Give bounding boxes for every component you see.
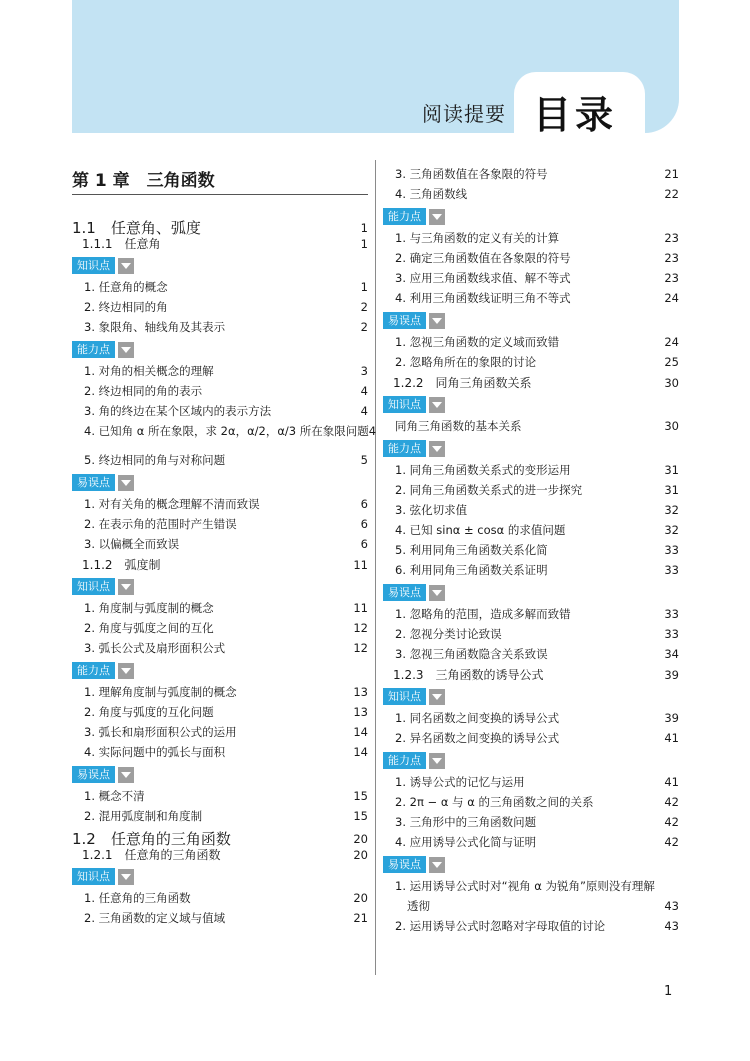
- chevron-down-icon: [429, 209, 445, 225]
- toc-entry-title: 同角三角函数的基本关系: [395, 419, 522, 433]
- chapter-rule: [72, 194, 368, 195]
- chevron-down-icon: [118, 342, 134, 358]
- toc-entry-page: 14: [353, 745, 368, 759]
- category-tag: [383, 752, 445, 769]
- toc-entry-title: 3. 象限角、轴线角及其表示: [84, 320, 226, 334]
- toc-entry-page: 6: [360, 537, 368, 551]
- toc-entry-title: 4. 已知 sinα ± cosα 的求值问题: [395, 523, 566, 537]
- toc-entry-page: 5: [360, 453, 368, 467]
- toc-entry-title: 2. 角度与弧度之间的互化: [84, 621, 214, 635]
- toc-entry-page: 11: [353, 557, 368, 572]
- toc-entry-title: 1.1.2 弧度制: [82, 558, 161, 572]
- toc-entry[interactable]: [72, 403, 368, 419]
- toc-entry-title: 5. 利用同角三角函数关系化简: [395, 543, 548, 557]
- toc-entry[interactable]: [383, 898, 679, 914]
- toc-entry-page: 41: [664, 731, 679, 745]
- chevron-down-icon: [429, 397, 445, 413]
- category-tag: [72, 662, 134, 679]
- toc-entry-title: 1. 任意角的三角函数: [84, 891, 191, 905]
- page-number: 1: [664, 984, 673, 999]
- toc-entry[interactable]: [72, 684, 368, 700]
- toc-entry[interactable]: [72, 383, 368, 399]
- toc-entry-page: 42: [664, 795, 679, 809]
- toc-entry-title: 3. 弧长和扇形面积公式的运用: [84, 725, 237, 739]
- toc-entry-title: 3. 三角形中的三角函数问题: [395, 815, 537, 829]
- category-tag-label: 知识点: [72, 578, 115, 595]
- toc-entry[interactable]: [72, 279, 368, 295]
- chevron-down-icon: [118, 579, 134, 595]
- toc-entry-page: 20: [353, 891, 368, 905]
- category-tag: [383, 440, 445, 457]
- toc-entry[interactable]: [383, 774, 679, 790]
- toc-entry-title: 3. 弦化切求值: [395, 503, 468, 517]
- category-tag: [383, 688, 445, 705]
- toc-entry-title: 2. 2π − α 与 α 的三角函数之间的关系: [395, 795, 594, 809]
- category-tag-label: 能力点: [72, 662, 115, 679]
- chevron-down-icon: [118, 258, 134, 274]
- toc-entry-page: 15: [353, 809, 368, 823]
- toc-entry-page: 30: [664, 419, 679, 433]
- toc-entry-title: 1. 与三角函数的定义有关的计算: [395, 231, 560, 245]
- toc-entry-title: 3. 应用三角函数线求值、解不等式: [395, 271, 571, 285]
- toc-entry-title: 4. 已知角 α 所在象限，求 2α，α/2，α/3 所在象限问题: [84, 424, 369, 438]
- toc-entry-page: 33: [664, 627, 679, 641]
- category-tag: [383, 584, 445, 601]
- toc-entry-page: 23: [664, 231, 679, 245]
- toc-entry-page: 3: [360, 364, 368, 378]
- toc-entry-title: 3. 弧长公式及扇形面积公式: [84, 641, 226, 655]
- toc-entry-page: 43: [664, 919, 679, 933]
- toc-entry-title: 2. 在表示角的范围时产生错误: [84, 517, 237, 531]
- toc-entry-title: 1. 同名函数之间变换的诱导公式: [395, 711, 560, 725]
- category-tag: [72, 474, 134, 491]
- category-tag: [383, 312, 445, 329]
- toc-entry-page: 20: [353, 831, 368, 846]
- category-tag-label: 能力点: [383, 440, 426, 457]
- toc-entry-title: 2. 混用弧度制和角度制: [84, 809, 203, 823]
- toc-entry-title: 1.2.1 任意角的三角函数: [82, 848, 221, 862]
- toc-entry-title: 2. 异名函数之间变换的诱导公式: [395, 731, 560, 745]
- toc-entry-page: 34: [664, 647, 679, 661]
- toc-entry-title: 4. 应用诱导公式化简与证明: [395, 835, 537, 849]
- chevron-down-icon: [429, 585, 445, 601]
- toc-entry-page: 13: [353, 685, 368, 699]
- category-tag-label: 知识点: [383, 396, 426, 413]
- chevron-down-icon: [118, 869, 134, 885]
- toc-entry[interactable]: [72, 724, 368, 740]
- toc-entry-title: 4. 利用三角函数线证明三角不等式: [395, 291, 571, 305]
- toc-entry-title: 2. 角度与弧度的互化问题: [84, 705, 214, 719]
- toc-entry-page: 4: [368, 424, 377, 438]
- toc-entry[interactable]: [383, 814, 679, 830]
- toc-entry-page: 4: [360, 384, 368, 398]
- toc-entry-page: 22: [664, 187, 679, 201]
- toc-entry[interactable]: [383, 290, 679, 306]
- toc-entry-page: 33: [664, 607, 679, 621]
- toc-entry[interactable]: [72, 319, 368, 335]
- toc-entry-title: 4. 三角函数线: [395, 187, 468, 201]
- toc-entry-title: 2. 同角三角函数关系式的进一步探究: [395, 483, 583, 497]
- toc-entry[interactable]: [72, 788, 368, 804]
- chevron-down-icon: [118, 475, 134, 491]
- chevron-down-icon: [118, 663, 134, 679]
- toc-entry-page: 31: [664, 483, 679, 497]
- toc-entry-title: 4. 实际问题中的弧长与面积: [84, 745, 226, 759]
- toc-entry-page: 33: [664, 563, 679, 577]
- toc-entry[interactable]: [72, 704, 368, 720]
- toc-entry[interactable]: [383, 270, 679, 286]
- toc-entry[interactable]: [383, 710, 679, 726]
- toc-entry-page: 21: [353, 911, 368, 925]
- category-tag-label: 能力点: [383, 752, 426, 769]
- toc-entry-title: 1. 运用诱导公式时对“视角 α 为锐角”原则没有理解: [395, 879, 655, 893]
- toc-entry[interactable]: [72, 536, 368, 552]
- category-tag-label: 易误点: [72, 474, 115, 491]
- category-tag: [383, 208, 445, 225]
- toc-entry-page: 2: [360, 320, 368, 334]
- toc-entry[interactable]: [383, 878, 679, 894]
- toc-entry-page: 6: [360, 497, 368, 511]
- category-tag-label: 知识点: [72, 257, 115, 274]
- toc-entry[interactable]: [383, 542, 679, 558]
- category-tag-label: 能力点: [383, 208, 426, 225]
- toc-entry-page: 31: [664, 463, 679, 477]
- toc-entry-title: 5. 终边相同的角与对称问题: [84, 453, 226, 467]
- toc-entry-title: 1.2.2 同角三角函数关系: [393, 376, 532, 390]
- subsection-heading[interactable]: [383, 666, 679, 683]
- toc-entry[interactable]: [72, 890, 368, 906]
- toc-entry-page: 1: [360, 220, 368, 235]
- toc-entry-page: 4: [360, 404, 368, 418]
- toc-entry[interactable]: [72, 910, 368, 926]
- toc-entry[interactable]: [383, 186, 679, 202]
- toc-entry[interactable]: [72, 299, 368, 315]
- toc-entry[interactable]: [72, 620, 368, 636]
- toc-entry-page: 33: [664, 543, 679, 557]
- toc-entry[interactable]: [383, 834, 679, 850]
- category-tag: [72, 341, 134, 358]
- toc-entry-page: 11: [353, 601, 368, 615]
- toc-entry-title: 3. 角的终边在某个区域内的表示方法: [84, 404, 272, 418]
- toc-entry[interactable]: [383, 354, 679, 370]
- toc-entry[interactable]: [72, 640, 368, 656]
- chevron-down-icon: [429, 313, 445, 329]
- toc-entry-title: 1.1.1 任意角: [82, 237, 161, 251]
- toc-entry-page: 1: [360, 236, 368, 251]
- toc-entry-title: 1. 任意角的概念: [84, 280, 168, 294]
- category-tag: [383, 396, 445, 413]
- toc-entry-title: 1. 忽视三角函数的定义域而致错: [395, 335, 560, 349]
- toc-entry-page: 15: [353, 789, 368, 803]
- toc-entry-page: 12: [353, 621, 368, 635]
- category-tag-label: 知识点: [72, 868, 115, 885]
- category-tag: [72, 766, 134, 783]
- toc-entry-title: 1. 对角的相关概念的理解: [84, 364, 214, 378]
- toc-entry-title: 1. 概念不清: [84, 789, 145, 803]
- toc-entry[interactable]: [383, 626, 679, 642]
- toc-entry[interactable]: [383, 794, 679, 810]
- toc-entry-title: 1. 对有关角的概念理解不清而致误: [84, 497, 260, 511]
- page-title: 目录: [533, 93, 618, 137]
- toc-entry-page: 12: [353, 641, 368, 655]
- toc-entry[interactable]: [383, 250, 679, 266]
- subsection-heading[interactable]: [72, 846, 368, 863]
- subsection-heading[interactable]: [72, 556, 368, 573]
- toc-entry-page: 21: [664, 167, 679, 181]
- toc-entry-title: 1.2.3 三角函数的诱导公式: [393, 668, 544, 682]
- toc-entry-page: 6: [360, 517, 368, 531]
- toc-entry[interactable]: [72, 423, 377, 439]
- toc-entry-page: 23: [664, 271, 679, 285]
- toc-entry-title: 2. 终边相同的角的表示: [84, 384, 203, 398]
- category-tag-label: 知识点: [383, 688, 426, 705]
- toc-entry-page: 32: [664, 503, 679, 517]
- category-tag: [72, 578, 134, 595]
- toc-entry-page: 39: [664, 711, 679, 725]
- toc-entry-page: 14: [353, 725, 368, 739]
- toc-entry-title: 3. 以偏概全而致误: [84, 537, 180, 551]
- toc-entry-title: 1. 诱导公式的记忆与运用: [395, 775, 525, 789]
- toc-entry[interactable]: [72, 808, 368, 824]
- toc-entry-title: 2. 忽视分类讨论致误: [395, 627, 502, 641]
- toc-entry-title: 1. 角度制与弧度制的概念: [84, 601, 214, 615]
- toc-entry-title: 透彻: [407, 899, 430, 913]
- toc-entry-title: 3. 忽视三角函数隐含关系致误: [395, 647, 548, 661]
- toc-entry[interactable]: [383, 418, 679, 434]
- toc-entry-page: 43: [664, 899, 679, 913]
- category-tag-label: 易误点: [383, 584, 426, 601]
- toc-entry-title: 2. 确定三角函数值在各象限的符号: [395, 251, 571, 265]
- toc-entry-title: 3. 三角函数值在各象限的符号: [395, 167, 548, 181]
- chapter-heading[interactable]: [72, 166, 368, 191]
- toc-entry-page: 32: [664, 523, 679, 537]
- toc-entry-title: 1.1 任意角、弧度: [72, 219, 201, 237]
- toc-entry-title: 1. 忽略角的范围，造成多解而致错: [395, 607, 571, 621]
- category-tag-label: 易误点: [383, 312, 426, 329]
- toc-entry-page: 30: [664, 375, 679, 390]
- toc-entry[interactable]: [383, 646, 679, 662]
- toc-entry-page: 39: [664, 667, 679, 682]
- toc-entry-page: 24: [664, 291, 679, 305]
- toc-entry-title: 1. 理解角度制与弧度制的概念: [84, 685, 237, 699]
- toc-entry-title: 2. 三角函数的定义域与值域: [84, 911, 226, 925]
- subsection-heading[interactable]: [383, 374, 679, 391]
- toc-entry[interactable]: [72, 516, 368, 532]
- chevron-down-icon: [118, 767, 134, 783]
- toc-entry-page: 13: [353, 705, 368, 719]
- toc-entry[interactable]: [383, 462, 679, 478]
- subsection-heading[interactable]: [72, 235, 368, 252]
- toc-entry-title: 2. 运用诱导公式时忽略对字母取值的讨论: [395, 919, 606, 933]
- toc-entry-page: 42: [664, 815, 679, 829]
- toc-entry[interactable]: [72, 496, 368, 512]
- chevron-down-icon: [429, 441, 445, 457]
- category-tag-label: 能力点: [72, 341, 115, 358]
- toc-entry-title: 2. 忽略角所在的象限的讨论: [395, 355, 537, 369]
- toc-entry-title: 1.2 任意角的三角函数: [72, 830, 231, 848]
- toc-entry[interactable]: [383, 562, 679, 578]
- category-tag-label: 易误点: [383, 856, 426, 873]
- toc-entry-page: 42: [664, 835, 679, 849]
- toc-entry[interactable]: [383, 522, 679, 538]
- toc-entry[interactable]: [383, 482, 679, 498]
- toc-entry-title: 1. 同角三角函数关系式的变形运用: [395, 463, 571, 477]
- toc-entry-page: 23: [664, 251, 679, 265]
- toc-entry-title: 第 1 章 三角函数: [72, 171, 215, 191]
- toc-entry[interactable]: [72, 363, 368, 379]
- toc-entry-page: 2: [360, 300, 368, 314]
- toc-entry[interactable]: [383, 606, 679, 622]
- header-subtitle: 阅读提要: [422, 102, 506, 126]
- toc-entry-title: 6. 利用同角三角函数关系证明: [395, 563, 548, 577]
- toc-entry-page: 41: [664, 775, 679, 789]
- category-tag: [72, 257, 134, 274]
- category-tag-label: 易误点: [72, 766, 115, 783]
- toc-entry[interactable]: [72, 744, 368, 760]
- toc-entry-page: 24: [664, 335, 679, 349]
- toc-entry[interactable]: [383, 918, 679, 934]
- toc-entry-page: 1: [360, 280, 368, 294]
- toc-entry-page: 20: [353, 847, 368, 862]
- chevron-down-icon: [429, 753, 445, 769]
- category-tag: [383, 856, 445, 873]
- toc-entry[interactable]: [72, 600, 368, 616]
- chevron-down-icon: [429, 689, 445, 705]
- toc-entry[interactable]: [383, 334, 679, 350]
- toc-entry[interactable]: [383, 230, 679, 246]
- toc-entry[interactable]: [383, 166, 679, 182]
- category-tag: [72, 868, 134, 885]
- chevron-down-icon: [429, 857, 445, 873]
- toc-entry[interactable]: [383, 502, 679, 518]
- toc-entry-page: 25: [664, 355, 679, 369]
- toc-entry[interactable]: [383, 730, 679, 746]
- toc-entry[interactable]: [72, 452, 368, 468]
- toc-entry-title: 2. 终边相同的角: [84, 300, 168, 314]
- column-divider: [375, 160, 376, 975]
